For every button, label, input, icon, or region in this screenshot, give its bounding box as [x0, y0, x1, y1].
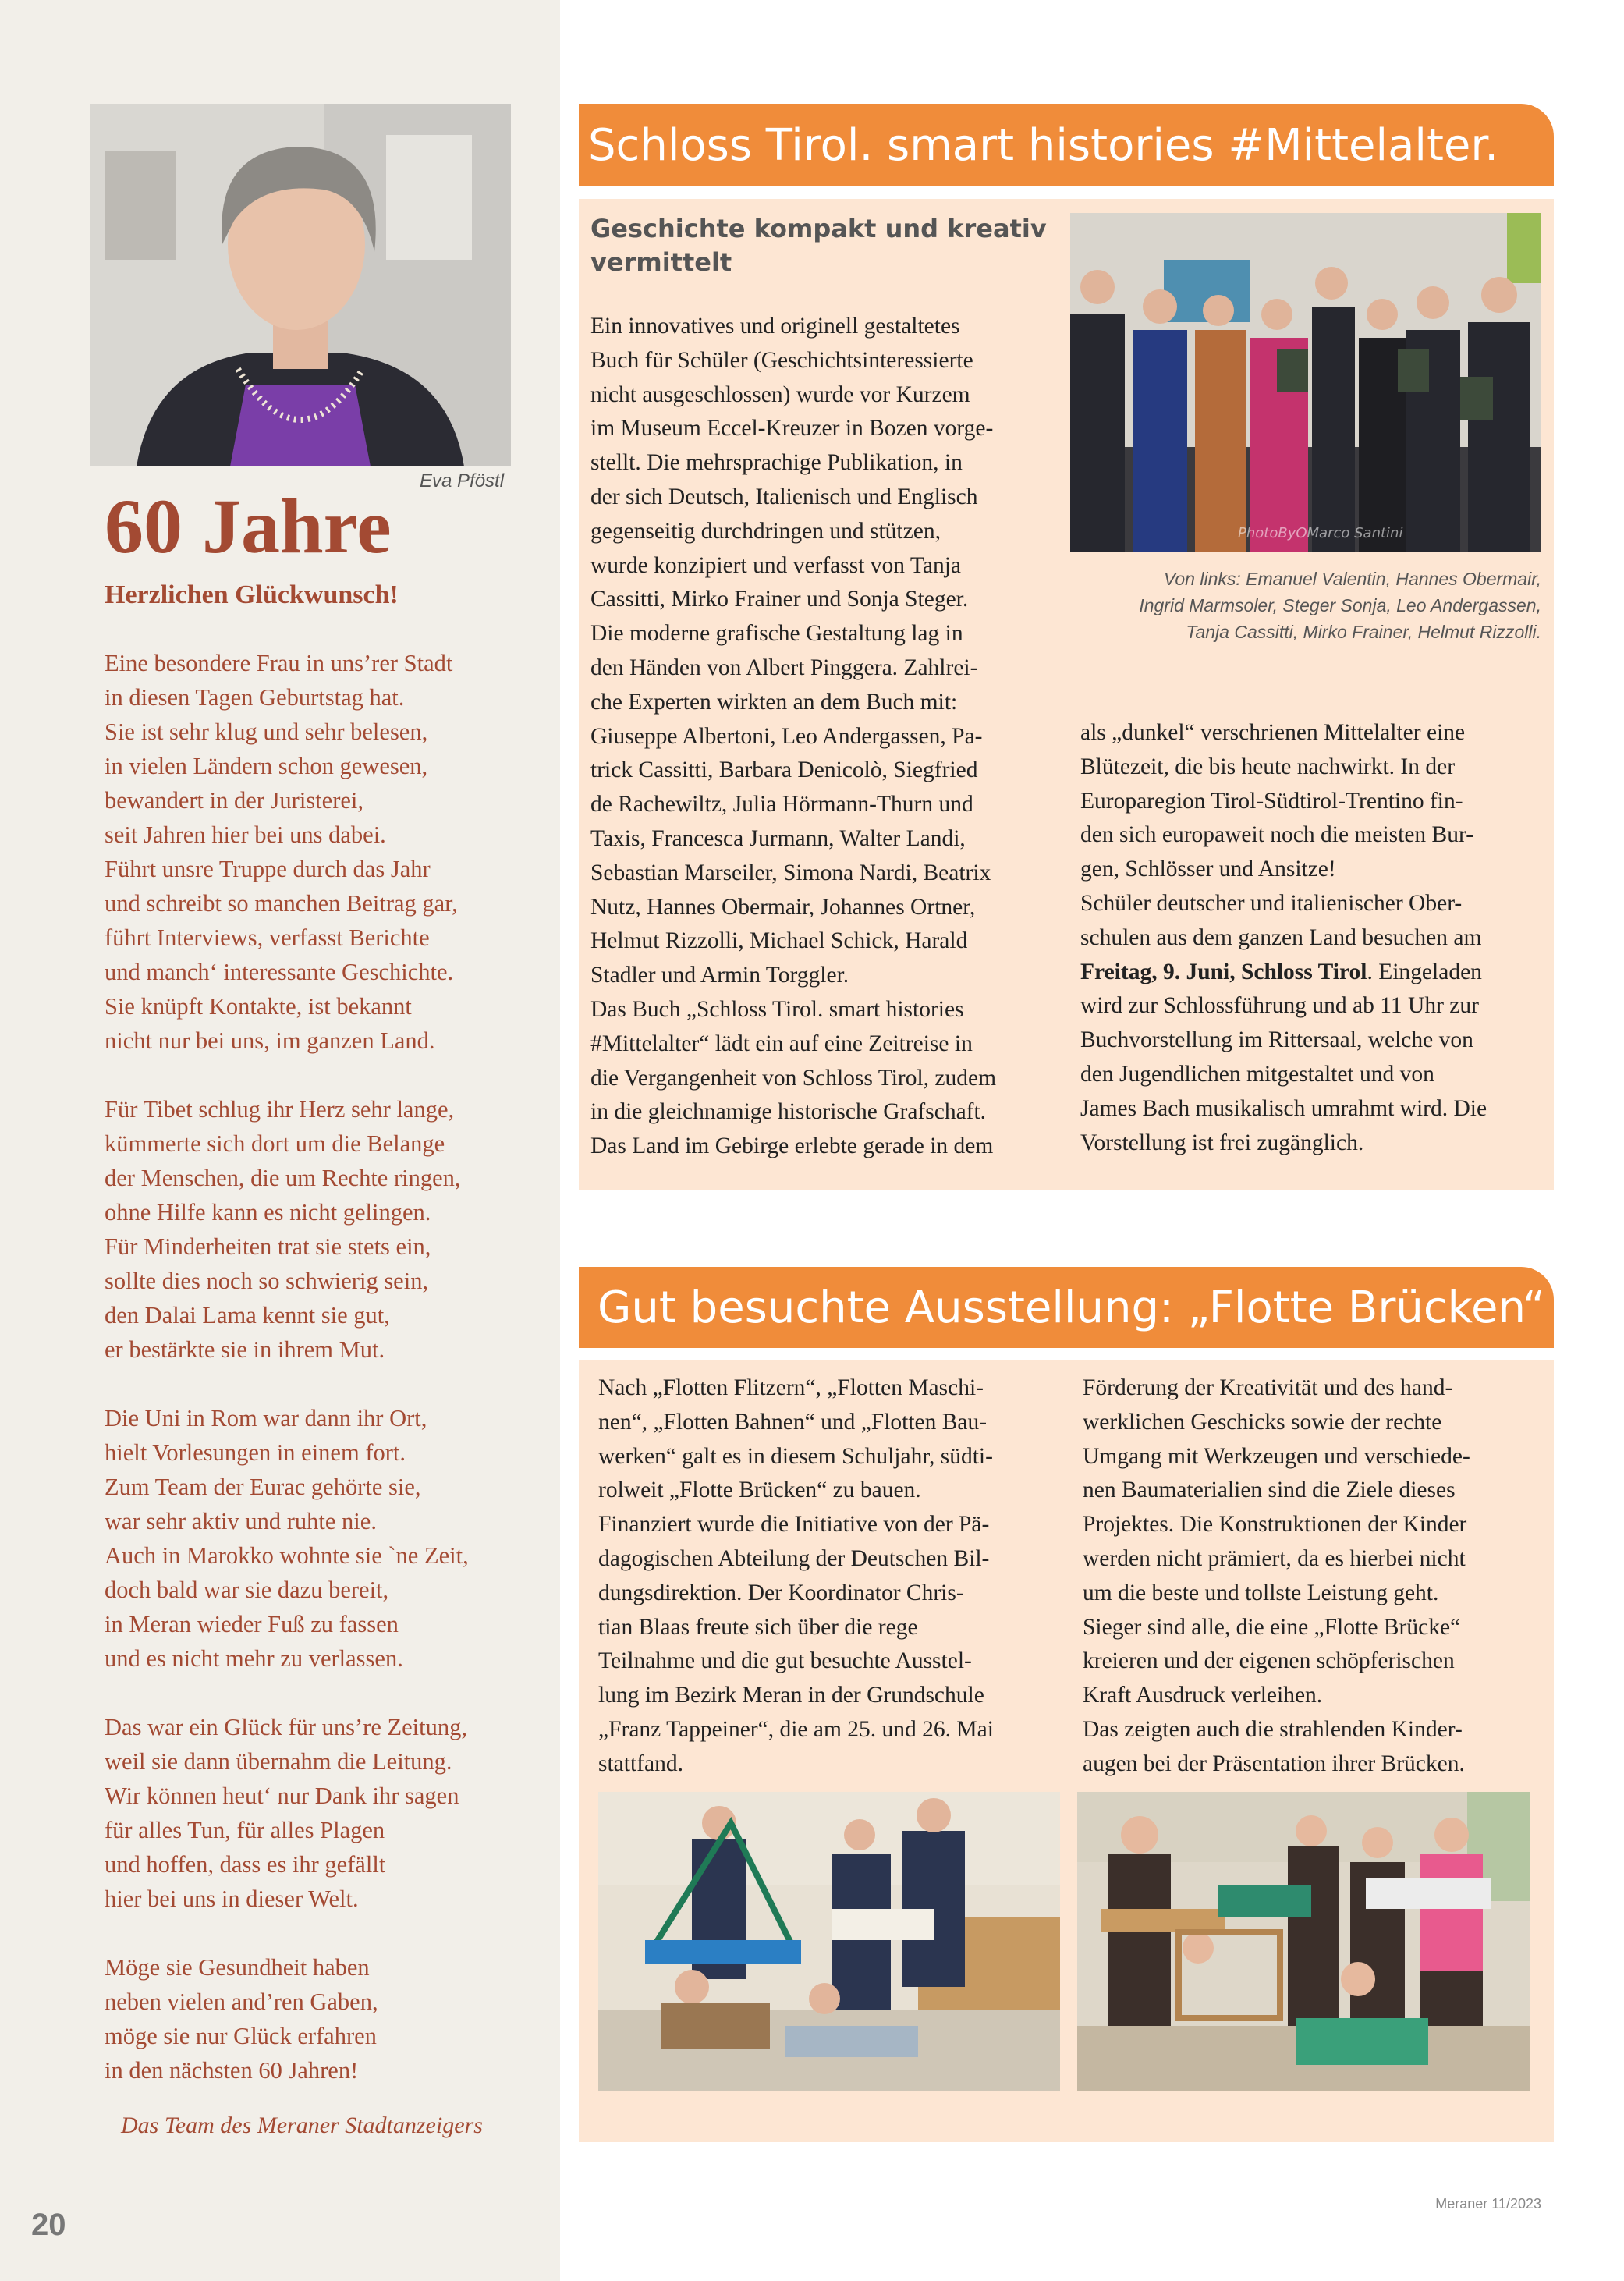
article2-banner [579, 1267, 1554, 1348]
text-line: werden nicht prämiert, da es hierbei nicht [1083, 1545, 1466, 1571]
article1-banner [579, 104, 1554, 186]
text-line: stellt. Die mehrsprachige Publikation, in [590, 450, 963, 476]
poem-line: bewandert in der Juristerei, [105, 787, 363, 814]
poem-line: sollte dies noch so schwierig sein, [105, 1268, 429, 1294]
text-line: Das zeigten auch die strahlenden Kinder- [1083, 1716, 1463, 1742]
group-photo-caption [1139, 566, 1541, 645]
text-line: Nutz, Hannes Obermair, Johannes Ortner, [590, 894, 976, 920]
text-line: Das Land im Gebirge erlebte gerade in dem [590, 1133, 994, 1159]
article1-subheading [590, 212, 1047, 279]
text-line: lung im Bezirk Meran in der Grundschule [598, 1683, 984, 1708]
text-line: dagogischen Abteilung der Deutschen Bil- [598, 1545, 990, 1571]
poem-stanza [105, 1950, 541, 2088]
text-line: Kraft Ausdruck verleihen. [1083, 1683, 1323, 1708]
text-line: schulen aus dem ganzen Land besuchen am [1080, 924, 1482, 950]
text-line: Taxis, Francesca Jurmann, Walter Landi, [590, 825, 966, 851]
text-line: dungsdirektion. Der Koordinator Chris- [598, 1580, 964, 1605]
text-line: der sich Deutsch, Italienisch und Englisch [590, 484, 978, 509]
text-line: Sieger sind alle, die eine „Flotte Brücke“ [1083, 1614, 1461, 1640]
text-line: als „dunkel“ verschrienen Mittelalter eine [1080, 720, 1466, 745]
text-line: Projektes. Die Konstruktionen der Kinder [1083, 1512, 1467, 1538]
article2-banner-title: Gut besuchte Ausstellung: „Flotte Brücken“ [597, 1282, 1545, 1333]
text-line: gen, Schlösser und Ansitze! [1080, 857, 1336, 882]
text-line: Die moderne grafische Gestaltung lag in [590, 621, 963, 647]
poem-line: weil sie dann übernahm die Leitung. [105, 1748, 452, 1775]
text-line: Umgang mit Werkzeugen und verschiede- [1083, 1443, 1470, 1469]
poem-line: ohne Hilfe kann es nicht gelingen. [105, 1199, 431, 1226]
text-line: Giuseppe Albertoni, Leo Andergassen, Pa- [590, 723, 983, 749]
poem-line: Die Uni in Rom war dann ihr Ort, [105, 1405, 427, 1431]
poem-line: Möge sie Gesundheit haben [105, 1954, 370, 1981]
text-line: kreieren und der eigenen schöpferischen [1083, 1648, 1455, 1674]
text-line: Sebastian Marseiler, Simona Nardi, Beatrix [590, 860, 991, 885]
poem-line: führt Interviews, verfasst Berichte [105, 924, 430, 951]
poem-line: nicht nur bei uns, im ganzen Land. [105, 1027, 435, 1054]
text-line: Europaregion Tirol-Südtirol-Trentino fin- [1080, 788, 1463, 814]
text-line: Vorstellung ist frei zugänglich. [1080, 1130, 1364, 1155]
text-line: de Rachewiltz, Julia Hörmann-Thurn und [590, 792, 973, 818]
text-line: nen Baumaterialien sind die Ziele dieses [1083, 1478, 1456, 1503]
poem-line: in Meran wieder Fuß zu fassen [105, 1611, 399, 1637]
text-line: James Bach musikalisch umrahmt wird. Die [1080, 1095, 1487, 1121]
issue-footer: Meraner 11/2023 [1435, 2196, 1541, 2212]
poem-line: Sie knüpft Kontakte, ist bekannt [105, 993, 412, 1020]
portrait-photo [90, 104, 511, 466]
text-line: che Experten wirkten an dem Buch mit: [590, 689, 958, 715]
poem-line: für alles Tun, für alles Plagen [105, 1817, 385, 1843]
text-line: Schüler deutscher und italienischer Ober- [1080, 890, 1463, 916]
article2-column-2 [1083, 1371, 1470, 1782]
text-line: um die beste und tollste Leistung geht. [1083, 1580, 1439, 1605]
poem-line: doch bald war sie dazu bereit, [105, 1577, 389, 1603]
poem-line: und schreibt so manchen Beitrag gar, [105, 890, 458, 917]
text-line: im Museum Eccel-Kreuzer in Bozen vorge- [590, 416, 994, 442]
subheading-line: Geschichte kompakt und kreativ [590, 214, 1047, 243]
poem-title: 60 Jahre [105, 483, 392, 569]
poem-line: in vielen Ländern schon gewesen, [105, 753, 428, 779]
text-line: Blütezeit, die bis heute nachwirkt. In der [1080, 754, 1456, 779]
text-line: stattfand. [598, 1751, 683, 1776]
text-line: trick Cassitti, Barbara Denicolò, Siegfried [590, 757, 978, 783]
poem-line: der Menschen, die um Rechte ringen, [105, 1165, 461, 1191]
article2-column-1 [598, 1371, 994, 1782]
text-line: Förderung der Kreativität und des hand- [1083, 1375, 1453, 1400]
poem-stanza [105, 646, 541, 1058]
poem-stanza [105, 1401, 541, 1676]
text-line: Helmut Rizzolli, Michael Schick, Harald [590, 928, 968, 954]
text-line: den Händen von Albert Pinggera. Zahlrei- [590, 655, 978, 680]
text-line: Teilnahme und die gut besuchte Ausstel- [598, 1648, 972, 1674]
text-line: Cassitti, Mirko Frainer und Sonja Steger. [590, 587, 969, 612]
text-line: nen“, „Flotten Bahnen“ und „Flotten Bau- [598, 1409, 988, 1435]
caption-line: Tanja Cassitti, Mirko Frainer, Helmut Rizzolli. [1186, 622, 1541, 642]
text-line [1080, 956, 1487, 990]
poem-line: möge sie nur Glück erfahren [105, 2023, 377, 2049]
poem-line: er bestärkte sie in ihrem Mut. [105, 1336, 385, 1363]
text-line: werklichen Geschicks sowie der rechte [1083, 1409, 1442, 1435]
poem-line: Auch in Marokko wohnte sie `ne Zeit, [105, 1542, 469, 1569]
text-line: Stadler und Armin Torggler. [590, 963, 849, 988]
caption-line: Ingrid Marmsoler, Steger Sonja, Leo Andergassen, [1139, 595, 1541, 615]
text-line: Ein innovatives und originell gestaltetes [590, 314, 960, 339]
poem-line: und manch‘ interessante Geschichte. [105, 959, 454, 985]
poem-line: den Dalai Lama kennt sie gut, [105, 1302, 390, 1329]
text-line: den sich europaweit noch die meisten Bur- [1080, 822, 1474, 848]
photo-watermark: PhotoByOMarco Santini [1238, 525, 1403, 541]
children-bridges-photo-left [598, 1792, 1060, 2091]
text-line: augen bei der Präsentation ihrer Brücken. [1083, 1751, 1465, 1776]
text-line: Das Buch „Schloss Tirol. smart histories [590, 996, 964, 1022]
text-line: #Mittelalter“ lädt ein auf eine Zeitreise in [590, 1031, 973, 1056]
text-line: Nach „Flotten Flitzern“, „Flotten Maschi- [598, 1375, 984, 1400]
text-line: Finanziert wurde die Initiative von der Pä- [598, 1512, 990, 1538]
poem-line: hielt Vorlesungen in einem fort. [105, 1439, 406, 1466]
text-line: den Jugendlichen mitgestaltet und von [1080, 1061, 1434, 1087]
poem-line: Führt unsre Truppe durch das Jahr [105, 856, 431, 882]
poem-signature: Das Team des Meraner Stadtanzeigers [121, 2112, 483, 2138]
text-line: rolweit „Flotte Brücken“ zu bauen. [598, 1478, 921, 1503]
text-line: werken“ galt es in diesem Schuljahr, südti- [598, 1443, 993, 1469]
poem-line: Für Tibet schlug ihr Herz sehr lange, [105, 1096, 455, 1123]
poem-line: Für Minderheiten trat sie stets ein, [105, 1233, 431, 1260]
text-fragment: . Eingeladen [1367, 959, 1482, 984]
text-line: wird zur Schlossführung und ab 11 Uhr zur [1080, 993, 1479, 1019]
poem-line: Das war ein Glück für uns’re Zeitung, [105, 1714, 467, 1740]
portrait-caption: Eva Pföstl [420, 470, 505, 491]
caption-line: Von links: Emanuel Valentin, Hannes Obermair, [1163, 569, 1541, 589]
poem-line: in den nächsten 60 Jahren! [105, 2057, 359, 2084]
poem-line: war sehr aktiv und ruhte nie. [105, 1508, 377, 1534]
poem-line: hier bei uns in dieser Welt. [105, 1885, 359, 1912]
poem-line: Eine besondere Frau in uns’rer Stadt [105, 650, 453, 676]
article1-column-2 [1080, 716, 1487, 1160]
text-line: nicht ausgeschlossen) wurde vor Kurzem [590, 381, 970, 407]
children-bridges-photo-right [1077, 1792, 1530, 2091]
poem-line: in diesen Tagen Geburtstag hat. [105, 684, 405, 711]
poem-line: seit Jahren hier bei uns dabei. [105, 821, 386, 848]
text-line: in die gleichnamige historische Grafschaft. [590, 1099, 987, 1125]
poem-line: Zum Team der Eurac gehörte sie, [105, 1474, 421, 1500]
poem-line: Sie ist sehr klug und sehr belesen, [105, 718, 428, 745]
article1-banner-title: Schloss Tirol. smart histories #Mittelalter. [588, 119, 1499, 171]
text-line: Buch für Schüler (Geschichtsinteressierte [590, 347, 973, 373]
poem-stanza [105, 1092, 541, 1367]
poem-stanza [105, 1710, 541, 1916]
text-line: Buchvorstellung im Rittersaal, welche von [1080, 1027, 1473, 1053]
poem-line: und es nicht mehr zu verlassen. [105, 1645, 403, 1672]
text-line: gegenseitig durchdringen und stützen, [590, 518, 941, 544]
text-line: wurde konzipiert und verfasst von Tanja [590, 552, 961, 578]
text-line: die Vergangenheit von Schloss Tirol, zudem [590, 1065, 997, 1091]
poem-line: Wir können heut‘ nur Dank ihr sagen [105, 1783, 459, 1809]
group-photo [1070, 213, 1541, 552]
subheading-line: vermittelt [590, 247, 732, 277]
page-number: 20 [31, 2208, 66, 2242]
poem-line: kümmerte sich dort um die Belange [105, 1130, 445, 1157]
text-line: „Franz Tappeiner“, die am 25. und 26. Mai [598, 1716, 994, 1742]
poem-line: und hoffen, dass es ihr gefällt [105, 1851, 386, 1878]
text-line: tian Blaas freute sich über die rege [598, 1614, 918, 1640]
article1-column-1 [590, 310, 996, 1164]
poem [105, 646, 541, 2122]
event-date: Freitag, 9. Juni, Schloss Tirol [1080, 959, 1367, 984]
poem-subtitle: Herzlichen Glückwunsch! [105, 580, 399, 609]
poem-line: neben vielen and’ren Gaben, [105, 1988, 378, 2015]
